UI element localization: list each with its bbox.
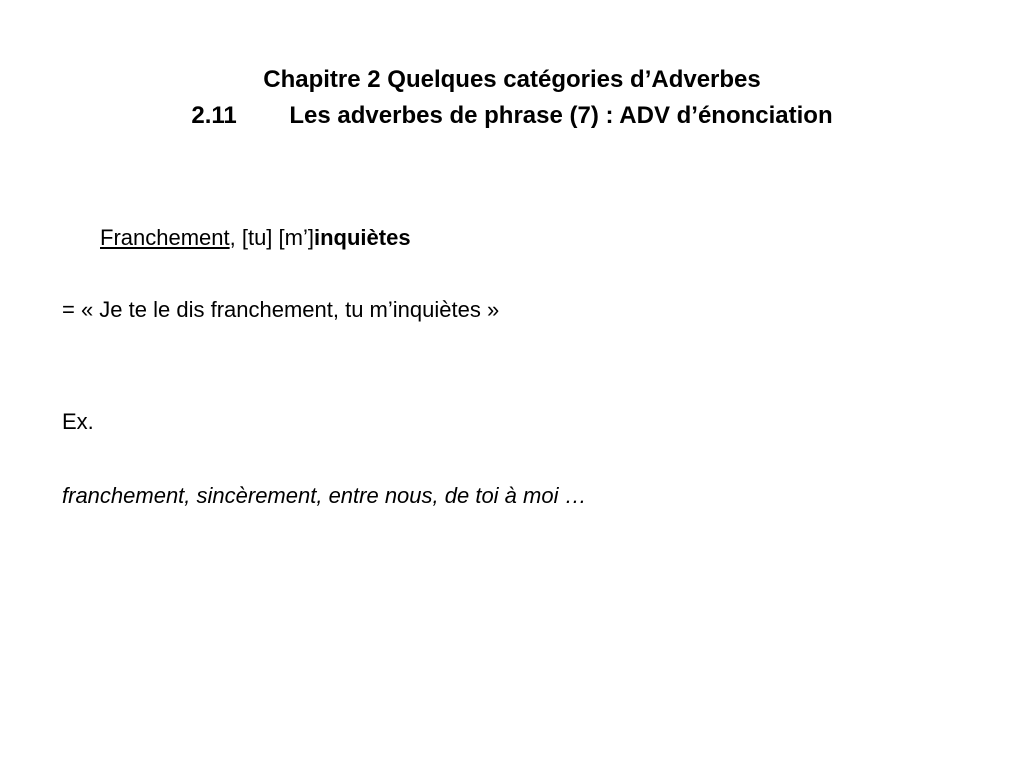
- verb-bold: inquiètes: [313, 225, 411, 250]
- section-title: [0, 98, 1024, 134]
- paraphrase-line: = « Je te le dis franchement, tu m’inquiètes »: [62, 297, 500, 322]
- examples-label: Ex.: [62, 409, 94, 434]
- section-number: 2.11: [191, 102, 237, 129]
- chapter-title: Chapitre 2 Quelques catégories d’Adverbes: [263, 66, 761, 93]
- examples-list: franchement, sincèrement, entre nous, de toi à moi …: [62, 483, 587, 508]
- sentence-middle: , [tu] [m’]: [229, 225, 314, 250]
- slide-title: [0, 62, 1024, 134]
- example-sentence: [100, 224, 411, 252]
- adverb-underlined: Franchement: [100, 225, 230, 250]
- section-title-text: Les adverbes de phrase (7) : ADV d’énonciation: [289, 102, 833, 129]
